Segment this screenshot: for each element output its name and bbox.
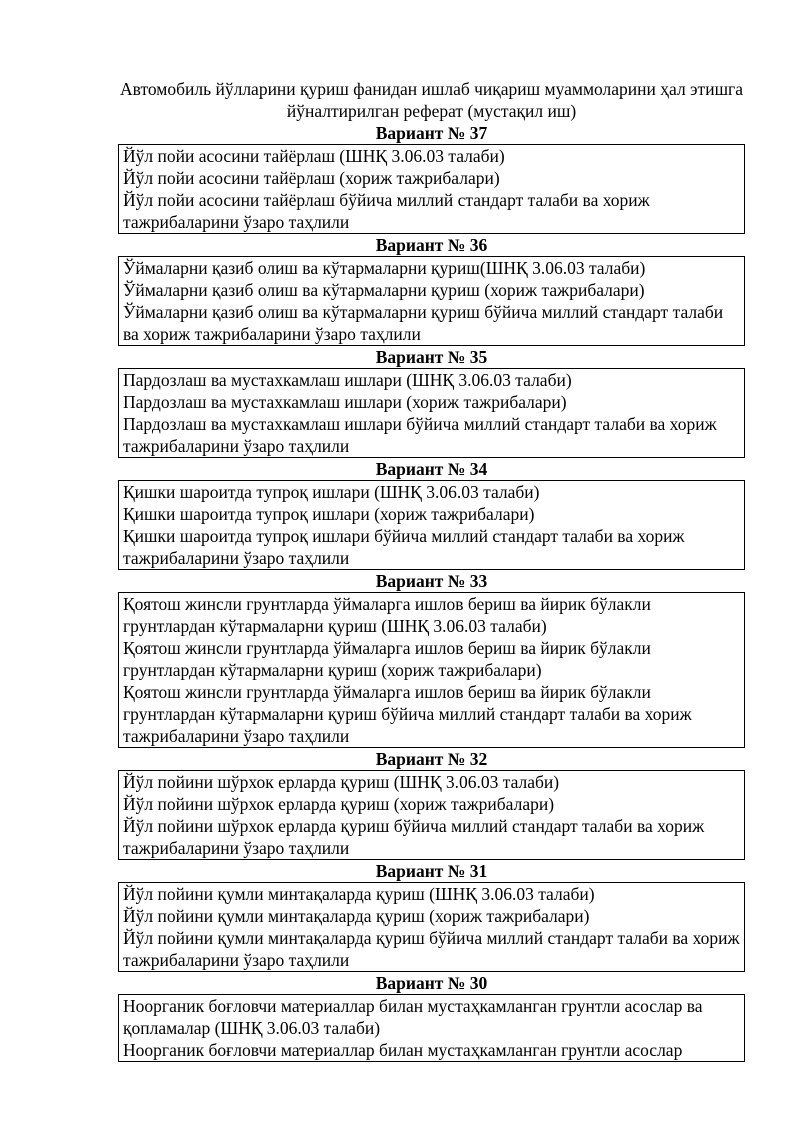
variant-topic: Ноорганик боғловчи материаллар билан мустаҳкамланган грунтли асослар ва қопламалар (ШНҚ 3.06.03 талаби) [123, 996, 703, 1038]
variant-topic: Йўл пойи асосини тайёрлаш (ШНҚ 3.06.03 талаби) [123, 146, 505, 166]
variant-topics-box [118, 882, 745, 972]
variant-topic: Йўл пойи асосини тайёрлаш (хориж тажрибалари) [123, 168, 500, 188]
variant-topic: Йўл пойини шўрхок ерларда қуриш бўйича миллий стандарт талаби ва хориж тажрибаларини ўзаро таҳлили [123, 816, 705, 858]
variant-topic: Қишки шароитда тупроқ ишлари бўйича миллий стандарт талаби ва хориж тажрибаларини ўзаро таҳлили [123, 526, 685, 568]
variant-topic: Ноорганик боғловчи материаллар билан мустаҳкамланган грунтли асослар [123, 1040, 683, 1060]
variant-topic: Ўймаларни қазиб олиш ва кўтармаларни қуриш (хориж тажрибалари) [123, 280, 645, 300]
variant-topic: Қоятош жинсли грунтларда ўймаларга ишлов бериш ва йирик бўлакли грунтлардан кўтармаларни қуриш бўйича миллий стандарт талаби ва хориж тажрибаларини ўзаро таҳлили [123, 682, 692, 746]
variant-topic: Қоятош жинсли грунтларда ўймаларга ишлов бериш ва йирик бўлакли грунтлардан кўтармаларни қуриш (ШНҚ 3.06.03 талаби) [123, 594, 651, 636]
variant-heading: Вариант № 30 [375, 973, 488, 993]
variant-topic: Йўл пойи асосини тайёрлаш бўйича миллий стандарт талаби ва хориж тажрибаларини ўзаро таҳлили [123, 190, 650, 232]
variant-heading: Вариант № 32 [375, 749, 488, 769]
variant-topic: Қоятош жинсли грунтларда ўймаларга ишлов бериш ва йирик бўлакли грунтлардан кўтармаларни қуриш (хориж тажрибалари) [123, 638, 651, 680]
variant-topics-box [118, 770, 745, 860]
variant-topics-box [118, 592, 745, 748]
variant-topic: Йўл пойини қумли минтақаларда қуриш бўйича миллий стандарт талаби ва хориж тажрибаларини ўзаро таҳлили [123, 928, 740, 970]
variant-topics-box [118, 480, 745, 570]
variant-heading: Вариант № 35 [375, 347, 488, 367]
variant-heading: Вариант № 34 [375, 459, 488, 479]
variant-topic: Пардозлаш ва мустахкамлаш ишлари (хориж тажрибалари) [123, 392, 567, 412]
variant-topic: Йўл пойини қумли минтақаларда қуриш (хориж тажрибалари) [123, 906, 590, 926]
variant-topics-box [118, 256, 745, 346]
variant-topic: Қишки шароитда тупроқ ишлари (хориж тажрибалари) [123, 504, 535, 524]
variant-heading: Вариант № 36 [375, 235, 488, 255]
variant-topic: Ўймаларни қазиб олиш ва кўтармаларни қуриш бўйича миллий стандарт талаби ва хориж тажрибаларини ўзаро таҳлили [123, 302, 724, 344]
variant-topics-box [118, 994, 745, 1062]
variant-topics-box [118, 368, 745, 458]
variants-list [118, 122, 745, 1062]
variant-topic: Пардозлаш ва мустахкамлаш ишлари (ШНҚ 3.06.03 талаби) [123, 370, 572, 390]
variant-topic: Ўймаларни қазиб олиш ва кўтармаларни қуриш(ШНҚ 3.06.03 талаби) [123, 258, 646, 278]
variant-topic: Йўл пойини қумли минтақаларда қуриш (ШНҚ 3.06.03 талаби) [123, 884, 595, 904]
variant-heading: Вариант № 33 [375, 571, 488, 591]
variant-heading: Вариант № 37 [375, 123, 488, 143]
document-title: Автомобиль йўлларини қуриш фанидан ишлаб чиқариш муаммоларини ҳал этишга йўналтирилган реферат (мустақил иш) [119, 79, 743, 121]
variant-topic: Йўл пойини шўрхок ерларда қуриш (хориж тажрибалари) [123, 794, 555, 814]
variant-topics-box [118, 144, 745, 234]
variant-topic: Пардозлаш ва мустахкамлаш ишлари бўйича миллий стандарт талаби ва хориж тажрибаларини ўзаро таҳлили [123, 414, 717, 456]
variant-topic: Қишки шароитда тупроқ ишлари (ШНҚ 3.06.03 талаби) [123, 482, 540, 502]
document-page [118, 78, 745, 1062]
variant-heading: Вариант № 31 [375, 861, 488, 881]
variant-topic: Йўл пойини шўрхок ерларда қуриш (ШНҚ 3.06.03 талаби) [123, 772, 560, 792]
